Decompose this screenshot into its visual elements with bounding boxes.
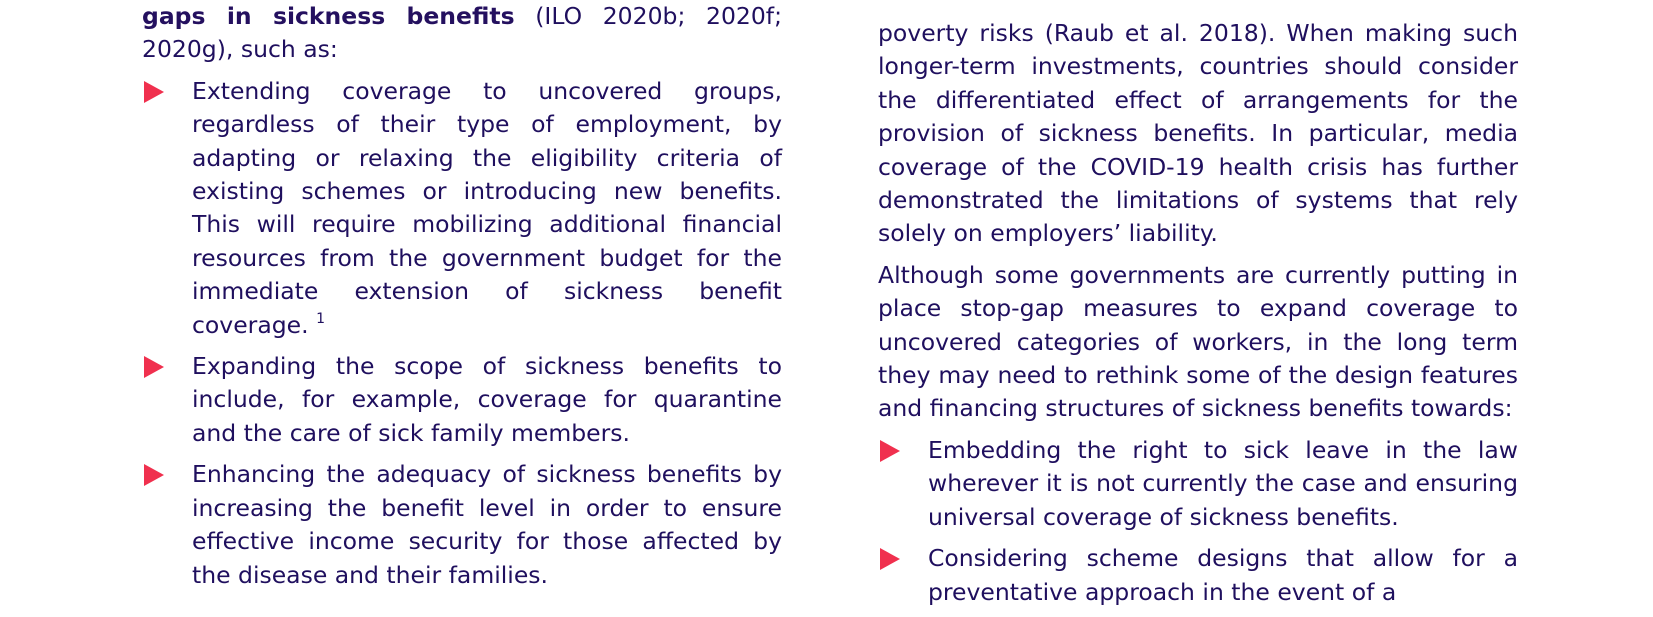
heading-rest: (ILO 2020b; 2020f; 2020g), such as: [142, 2, 782, 64]
right-column [878, 17, 1518, 617]
triangle-right-icon [144, 464, 164, 486]
list-item [142, 350, 782, 450]
list-item [878, 542, 1518, 609]
left-column [142, 0, 782, 600]
triangle-right-icon [144, 356, 164, 378]
bullet-text: Embedding the right to sick leave in the law wherever it is not currently the case and ensuring universal coverage of sickness benefits. [928, 435, 1518, 531]
list-item [878, 434, 1518, 534]
paragraph-continuation: poverty risks (Raub et al. 2018). When making such longer-term investments, countries should consider the differentiated effect of arrangements for the provision of sickness benefits. In particular, media coverage of the COVID-19 health crisis has further demonstrated the limitations of systems that rely solely on employers’ liability. [878, 19, 1518, 248]
heading-bold: gaps in sickness benefits [142, 2, 515, 30]
bullet-text: Extending coverage to uncovered groups, regardless of their type of employment, by adapting or relaxing the eligibility criteria of existing schemes or introducing new benefits. This will require mobilizing additional financial resources from the government budget for the immediate extension of sickness benefit coverage. [192, 76, 782, 339]
intro-paragraph [142, 0, 782, 67]
right-bullet-list [878, 434, 1518, 609]
left-bullet-list [142, 75, 782, 592]
footnote-marker[interactable]: 1 [316, 310, 325, 327]
triangle-right-icon [144, 81, 164, 103]
triangle-right-icon [880, 548, 900, 570]
list-item [142, 458, 782, 592]
list-item [142, 75, 782, 342]
bullet-text: Enhancing the adequacy of sickness benefits by increasing the benefit level in order to ensure effective income security for those affected by the disease and their families. [192, 460, 782, 589]
triangle-right-icon [880, 440, 900, 462]
bullet-text: Considering scheme designs that allow for a preventative approach in the event of a [928, 544, 1518, 606]
bullet-text: Expanding the scope of sickness benefits to include, for example, coverage for quarantine and the care of sick family members. [192, 352, 782, 447]
paragraph-stop-gap: Although some governments are currently putting in place stop-gap measures to expand coverage to uncovered categories of workers, in the long term they may need to rethink some of the design features and financing structures of sickness benefits towards: [878, 260, 1518, 423]
